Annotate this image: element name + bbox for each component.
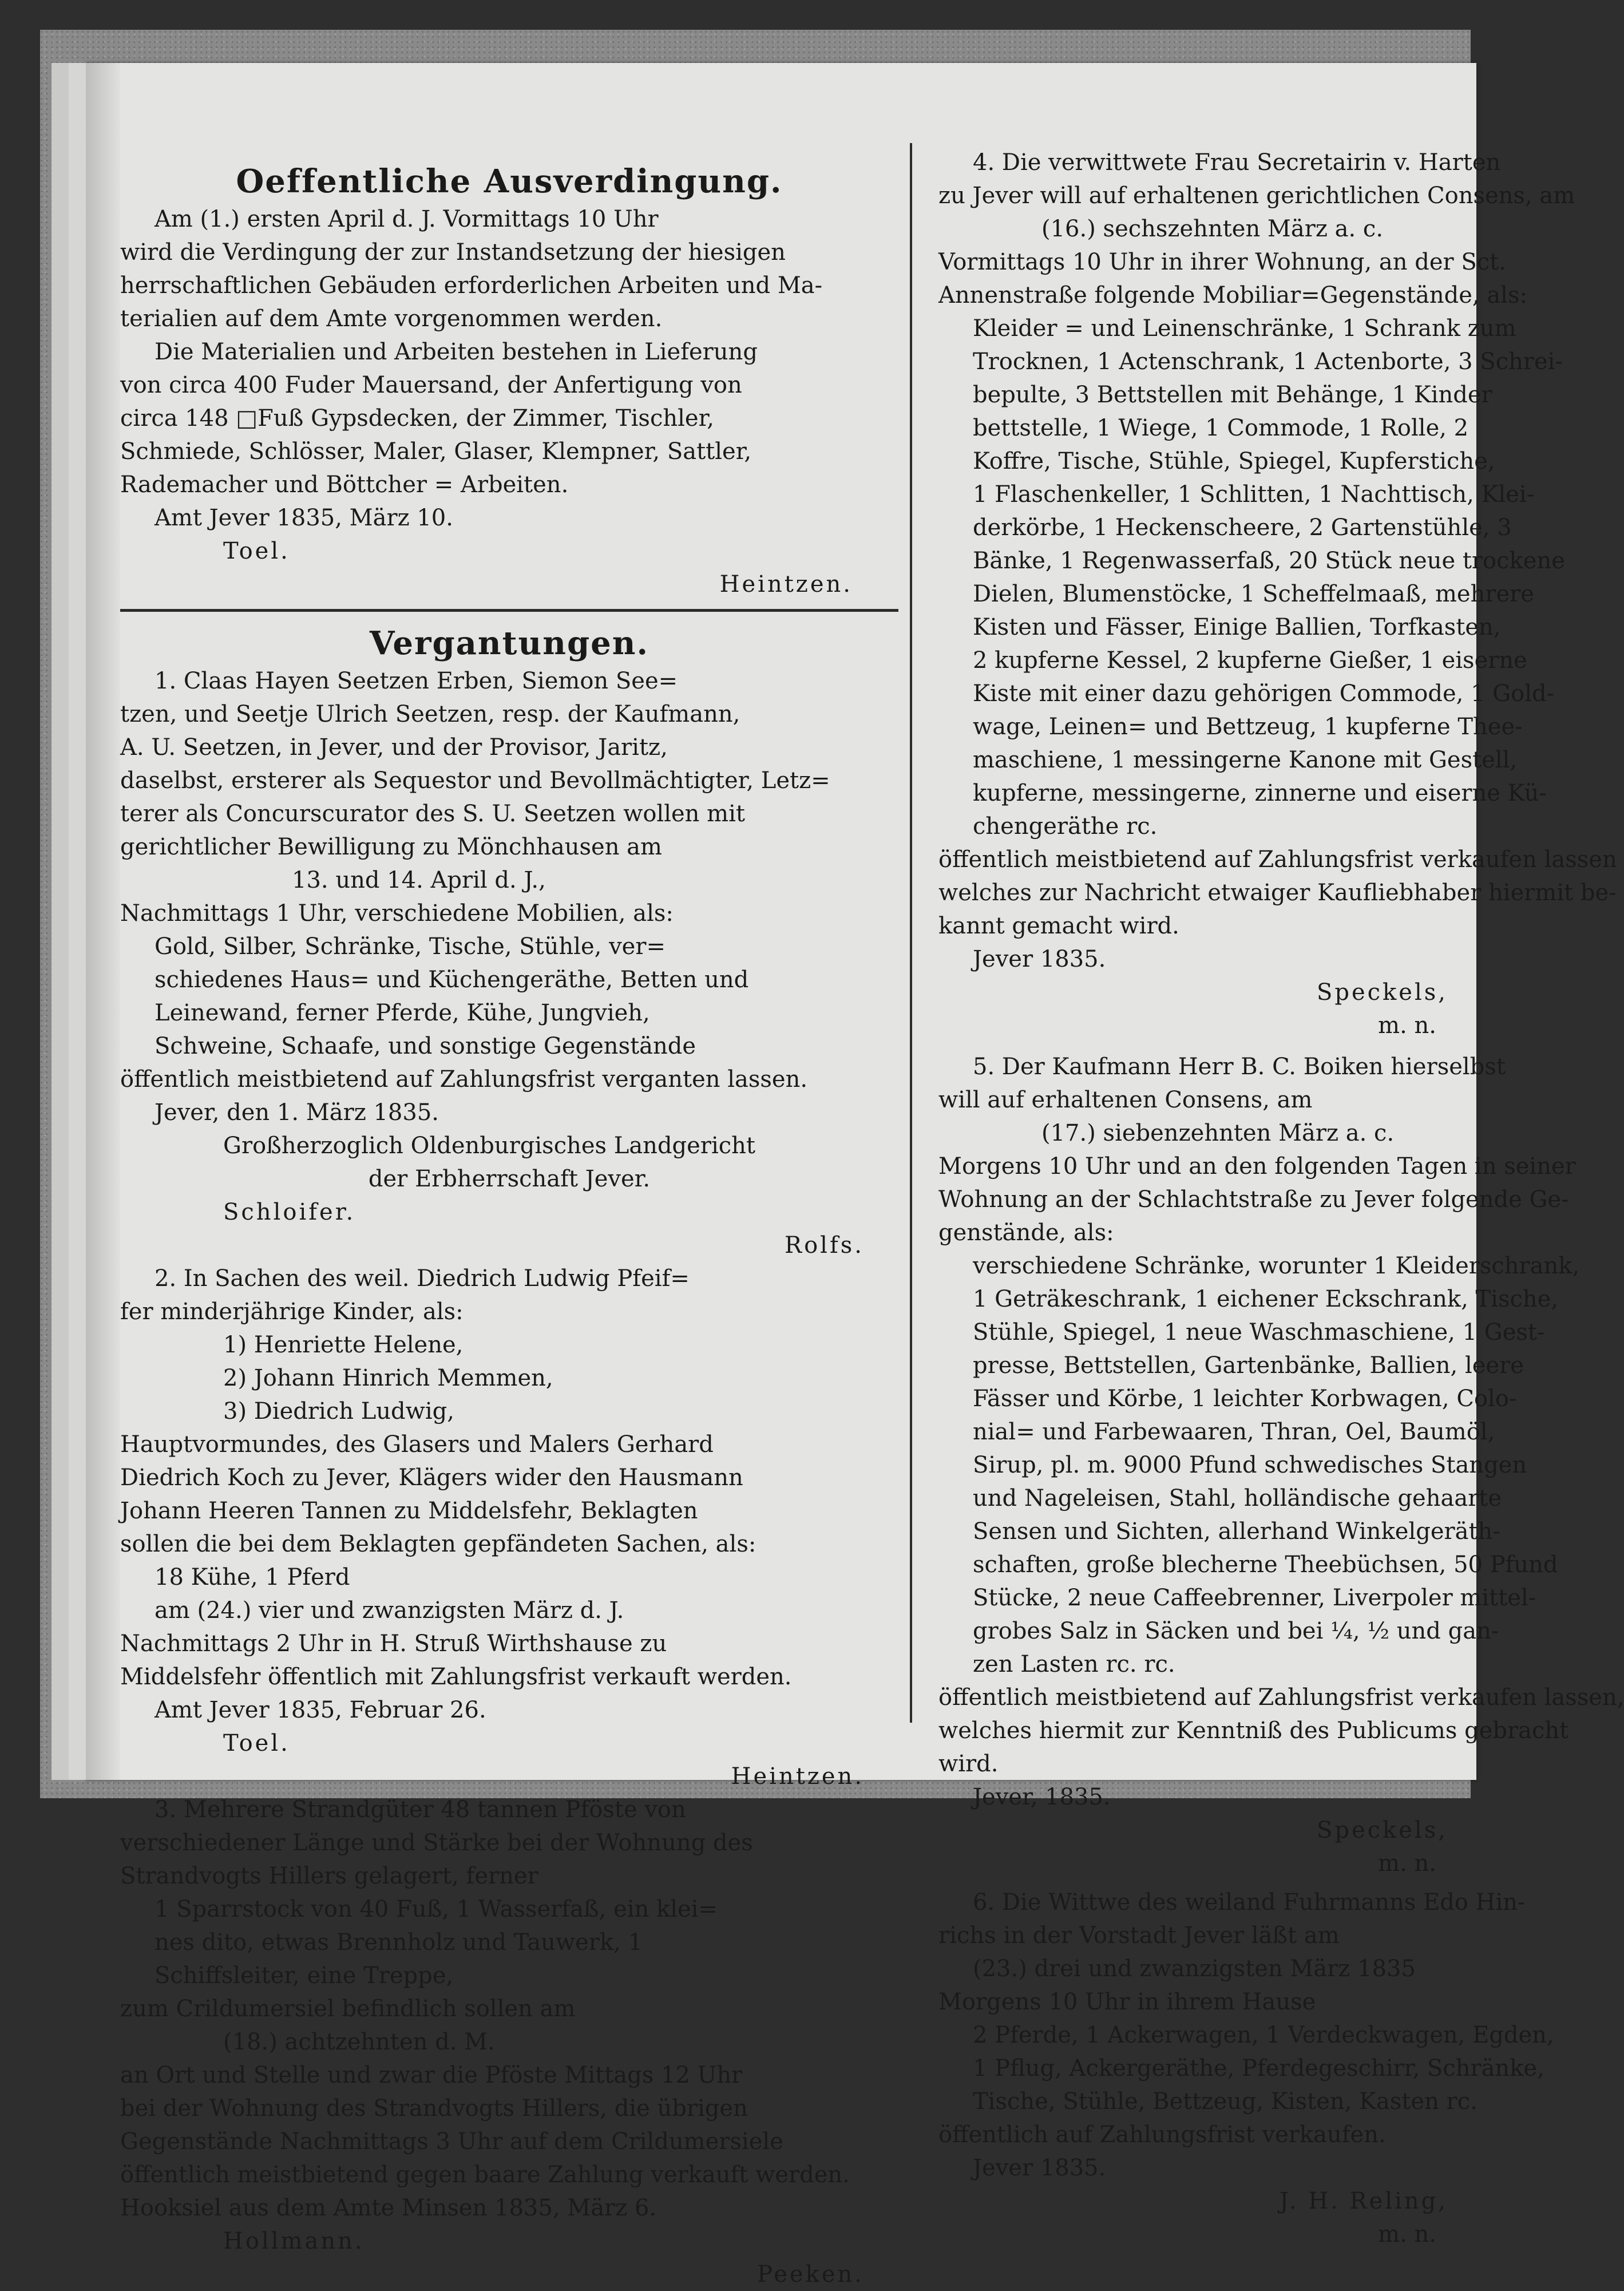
item-time: Morgens 10 Uhr in ihrem Hause [938, 1989, 1316, 2015]
item-goods: zen Lasten rc. rc. [973, 1651, 1175, 1677]
item-line: Strandvogts Hillers gelagert, ferner [120, 1863, 538, 1889]
item-line: will auf erhaltenen Consens, am [938, 1087, 1313, 1113]
item-signature: m. n. [1378, 1850, 1436, 1877]
item-goods: Dielen, Blumenstöcke, 1 Scheffelmaaß, mehrere [973, 581, 1534, 607]
item-4 [938, 146, 1617, 1042]
notice-line: Die Materialien und Arbeiten bestehen in Lieferung [155, 339, 758, 365]
left-column [120, 160, 898, 2291]
item-goods: Schweine, Schaafe, und sonstige Gegenstände [155, 1033, 696, 1059]
notice-line: wird die Verdingung der zur Instandsetzung der hiesigen [120, 239, 786, 266]
item-close: welches zur Nachricht etwaiger Kaufliebhaber hiermit be- [938, 880, 1617, 906]
item-goods: schiedenes Haus= und Küchengeräthe, Betten und [155, 967, 749, 993]
notice-line: Am (1.) ersten April d. J. Vormittags 10 Uhr [155, 206, 659, 232]
notice-signature: Toel. [223, 538, 290, 564]
notice-line: circa 148 □Fuß Gypsdecken, der Zimmer, Tischler, [120, 405, 715, 432]
item-goods: 1 Pflug, Ackergeräthe, Pferdegeschirr, Schränke, [973, 2055, 1544, 2082]
item-line: 3. Mehrere Strandgüter 48 tannen Pföste von [155, 1797, 686, 1823]
item-line: Diedrich Koch zu Jever, Klägers wider den Hausmann [120, 1465, 743, 1491]
item-goods: verschiedene Schränke, worunter 1 Kleiderschrank, [973, 1253, 1580, 1279]
item-goods: und Nageleisen, Stahl, holländische gehaarte [973, 1485, 1502, 1511]
item-signature: m. n. [1378, 1012, 1436, 1039]
item-goods: bettstelle, 1 Wiege, 1 Commode, 1 Rolle, 2 [973, 415, 1469, 441]
item-line: Hauptvormundes, des Glasers und Malers Gerhard [120, 1431, 714, 1458]
item-signature: Peeken. [757, 2261, 864, 2288]
item-line: Johann Heeren Tannen zu Middelsfehr, Beklagten [120, 1498, 698, 1524]
item-close: Middelsfehr öffentlich mit Zahlungsfrist verkauft werden. [120, 1664, 792, 1690]
item-line: sollen die bei dem Beklagten gepfändeten Sachen, als: [120, 1531, 756, 1557]
notice-body [120, 203, 898, 601]
item-close: wird. [938, 1751, 999, 1777]
item-date-line: (18.) achtzehnten d. M. [223, 2029, 495, 2055]
item-line: gerichtlicher Bewilligung zu Mönchhausen am [120, 834, 662, 860]
item-goods: Stücke, 2 neue Caffeebrenner, Liverpoler mittel- [973, 1585, 1536, 1611]
item-close: öffentlich meistbietend auf Zahlungsfrist verkaufen lassen, [938, 1684, 1624, 1711]
item-close: kannt gemacht wird. [938, 913, 1179, 939]
item-date-line: (17.) siebenzehnten März a. c. [1041, 1120, 1395, 1146]
item-goods: grobes Salz in Säcken und bei ¼, ½ und gan- [973, 1618, 1499, 1644]
child-name: 1) Henriette Helene, [223, 1332, 464, 1358]
notice-line: Schmiede, Schlösser, Maler, Glaser, Klempner, Sattler, [120, 438, 752, 465]
item-signature: Speckels, [1316, 1817, 1448, 1843]
item-line: 1. Claas Hayen Seetzen Erben, Siemon See= [155, 668, 678, 694]
item-line: richs in der Vorstadt Jever läßt am [938, 1922, 1340, 1949]
item-time: Nachmittags 1 Uhr, verschiedene Mobilien, als: [120, 900, 674, 927]
item-line: A. U. Seetzen, in Jever, und der Provisor, Jaritz, [120, 734, 668, 761]
item-line: daselbst, ersterer als Sequestor und Bevollmächtigter, Letz= [120, 767, 830, 794]
item-goods: schaften, große blecherne Theebüchsen, 50 Pfund [973, 1552, 1558, 1578]
item-line: tzen, und Seetje Ulrich Seetzen, resp. der Kaufmann, [120, 701, 740, 727]
item-date: Jever 1835. [973, 946, 1106, 972]
item-date-line: (16.) sechszehnten März a. c. [1041, 216, 1384, 242]
item-goods: Sensen und Sichten, allerhand Winkelgeräth- [973, 1518, 1500, 1545]
item-goods: 2 kupferne Kessel, 2 kupferne Gießer, 1 eiserne [973, 647, 1527, 674]
item-goods: derkörbe, 1 Heckenscheere, 2 Gartenstühle, 3 [973, 515, 1512, 541]
item-close: welches hiermit zur Kenntniß des Publicums gebracht [938, 1718, 1569, 1744]
child-name: 3) Diedrich Ludwig, [223, 1398, 454, 1425]
item-date-line: am (24.) vier und zwanzigsten März d. J. [155, 1597, 624, 1624]
item-signature: Rolfs. [784, 1232, 864, 1259]
item-close: öffentlich meistbietend auf Zahlungsfrist verganten lassen. [120, 1066, 808, 1093]
item-goods: Stühle, Spiegel, 1 neue Waschmaschiene, 1 Gest- [973, 1319, 1545, 1346]
section-heading: Vergantungen. [370, 624, 649, 662]
notice-date: Amt Jever 1835, März 10. [155, 505, 453, 531]
item-2 [120, 1262, 898, 1793]
item-close: öffentlich auf Zahlungsfrist verkaufen. [938, 2122, 1386, 2148]
notice-line: terialien auf dem Amte vorgenommen werden. [120, 306, 663, 332]
section-rule [120, 609, 898, 612]
item-line: Vormittags 10 Uhr in ihrer Wohnung, an der Sct. [938, 249, 1506, 275]
child-name: 2) Johann Hinrich Memmen, [223, 1365, 553, 1391]
item-line: verschiedener Länge und Stärke bei der Wohnung des [120, 1830, 753, 1856]
item-goods: Kiste mit einer dazu gehörigen Commode, 1 Gold- [973, 680, 1555, 707]
notice-signature: Heintzen. [719, 571, 853, 598]
item-close: öffentlich meistbietend auf Zahlungsfrist verkaufen lassen [938, 846, 1617, 873]
item-date: Hooksiel aus dem Amte Minsen 1835, März 6. [120, 2195, 657, 2221]
court-name: Großherzoglich Oldenburgisches Landgericht [223, 1133, 755, 1159]
item-goods: 2 Pferde, 1 Ackerwagen, 1 Verdeckwagen, Egden, [973, 2022, 1554, 2048]
item-line: genstände, als: [938, 1220, 1114, 1246]
right-column [938, 146, 1624, 2251]
item-goods: Schiffsleiter, eine Treppe, [155, 1962, 454, 1989]
item-goods: 1 Flaschenkeller, 1 Schlitten, 1 Nachttisch, Klei- [973, 481, 1535, 508]
item-goods: Sirup, pl. m. 9000 Pfund schwedisches Stangen [973, 1452, 1527, 1478]
item-line: Morgens 10 Uhr und an den folgenden Tagen in seiner [938, 1153, 1576, 1180]
item-place: zum Crildumersiel befindlich sollen am [120, 1996, 576, 2022]
item-goods: Leinewand, ferner Pferde, Kühe, Jungvieh, [155, 1000, 650, 1026]
item-line: 2. In Sachen des weil. Diedrich Ludwig Pfeif= [155, 1265, 690, 1292]
item-close: Nachmittags 2 Uhr in H. Struß Wirthshause zu [120, 1631, 667, 1657]
notice-line: herrschaftlichen Gebäuden erforderlichen Arbeiten und Ma- [120, 272, 823, 299]
item-goods: kupferne, messingerne, zinnerne und eiserne Kü- [973, 780, 1547, 806]
court-name: der Erbherrschaft Jever. [368, 1166, 651, 1192]
item-1 [120, 664, 898, 1262]
item-5 [938, 1050, 1624, 1880]
item-3 [120, 1793, 898, 2291]
item-signature: J. H. Reling, [1279, 2188, 1448, 2214]
item-close: Gegenstände Nachmittags 3 Uhr auf dem Crildumersiele [120, 2128, 783, 2155]
item-goods: wage, Leinen= und Bettzeug, 1 kupferne Thee- [973, 714, 1523, 740]
column-divider [910, 143, 912, 1723]
item-goods: bepulte, 3 Bettstellen mit Behänge, 1 Kinder [973, 382, 1492, 408]
item-goods: Bänke, 1 Regenwasserfaß, 20 Stück neue trockene [973, 548, 1565, 574]
item-line: zu Jever will auf erhaltenen gerichtlichen Consens, am [938, 183, 1575, 209]
item-goods: presse, Bettstellen, Gartenbänke, Ballien, leere [973, 1352, 1524, 1379]
item-line: fer minderjährige Kinder, als: [120, 1299, 464, 1325]
item-goods: Kleider = und Leinenschränke, 1 Schrank zum [973, 315, 1516, 342]
item-line: terer als Concurscurator des S. U. Seetzen wollen mit [120, 801, 745, 827]
item-line: Wohnung an der Schlachtstraße zu Jever folgende Ge- [938, 1186, 1569, 1213]
item-date: Amt Jever 1835, Februar 26. [155, 1697, 486, 1723]
item-signature: Heintzen. [731, 1763, 864, 1790]
item-close: an Ort und Stelle und zwar die Pföste Mittags 12 Uhr [120, 2062, 743, 2088]
item-dates: 13. und 14. April d. J., [292, 867, 546, 893]
item-line: 6. Die Wittwe des weiland Fuhrmanns Edo Hin- [973, 1889, 1526, 1916]
item-goods: Tische, Stühle, Bettzeug, Kisten, Kasten rc. [973, 2088, 1478, 2115]
item-close: bei der Wohnung des Strandvogts Hillers, die übrigen [120, 2095, 748, 2122]
item-goods: Gold, Silber, Schränke, Tische, Stühle, ver= [155, 933, 666, 960]
item-6 [938, 1886, 1554, 2251]
item-date: Jever, den 1. März 1835. [155, 1099, 439, 1126]
item-date: Jever, 1835. [973, 1784, 1111, 1810]
item-signature: Speckels, [1316, 979, 1448, 1006]
item-goods: 1 Sparrstock von 40 Fuß, 1 Wasserfaß, ein klei= [155, 1896, 718, 1922]
notice-line: von circa 400 Fuder Mauersand, der Anfertigung von [120, 372, 742, 398]
item-goods: maschiene, 1 messingerne Kanone mit Gestell, [973, 747, 1518, 773]
item-signature: Hollmann. [223, 2228, 365, 2254]
item-goods: chengeräthe rc. [973, 813, 1158, 840]
item-line: 5. Der Kaufmann Herr B. C. Boiken hierselbst [973, 1054, 1506, 1080]
item-close: öffentlich meistbietend gegen baare Zahlung verkauft werden. [120, 2162, 850, 2188]
item-line: 4. Die verwittwete Frau Secretairin v. Harten [973, 149, 1501, 176]
notice-title: Oeffentliche Ausverdingung. [236, 163, 783, 200]
item-date: Jever 1835. [973, 2155, 1106, 2181]
item-goods: Kisten und Fässer, Einige Ballien, Torfkasten, [973, 614, 1501, 640]
item-signature: m. n. [1378, 2221, 1436, 2248]
page-binding-edge [86, 63, 120, 1780]
item-goods: nes dito, etwas Brennholz und Tauwerk, 1 [155, 1929, 643, 1956]
item-goods: 1 Geträkeschrank, 1 eichener Eckschrank, Tische, [973, 1286, 1559, 1312]
item-goods: Trocknen, 1 Actenschrank, 1 Actenborte, 3 Schrei- [973, 349, 1563, 375]
item-goods: Fässer und Körbe, 1 leichter Korbwagen, Colo- [973, 1386, 1517, 1412]
item-line: Annenstraße folgende Mobiliar=Gegenstände, als: [938, 282, 1527, 308]
item-signature: Schloifer. [223, 1199, 356, 1225]
item-goods: nial= und Farbewaaren, Thran, Oel, Baumöl, [973, 1419, 1495, 1445]
item-goods: 18 Kühe, 1 Pferd [155, 1564, 350, 1590]
item-date-line: (23.) drei und zwanzigsten März 1835 [973, 1956, 1416, 1982]
item-signature: Toel. [223, 1730, 290, 1756]
item-goods: Koffre, Tische, Stühle, Spiegel, Kupferstiche, [973, 448, 1495, 474]
notice-line: Rademacher und Böttcher = Arbeiten. [120, 472, 569, 498]
